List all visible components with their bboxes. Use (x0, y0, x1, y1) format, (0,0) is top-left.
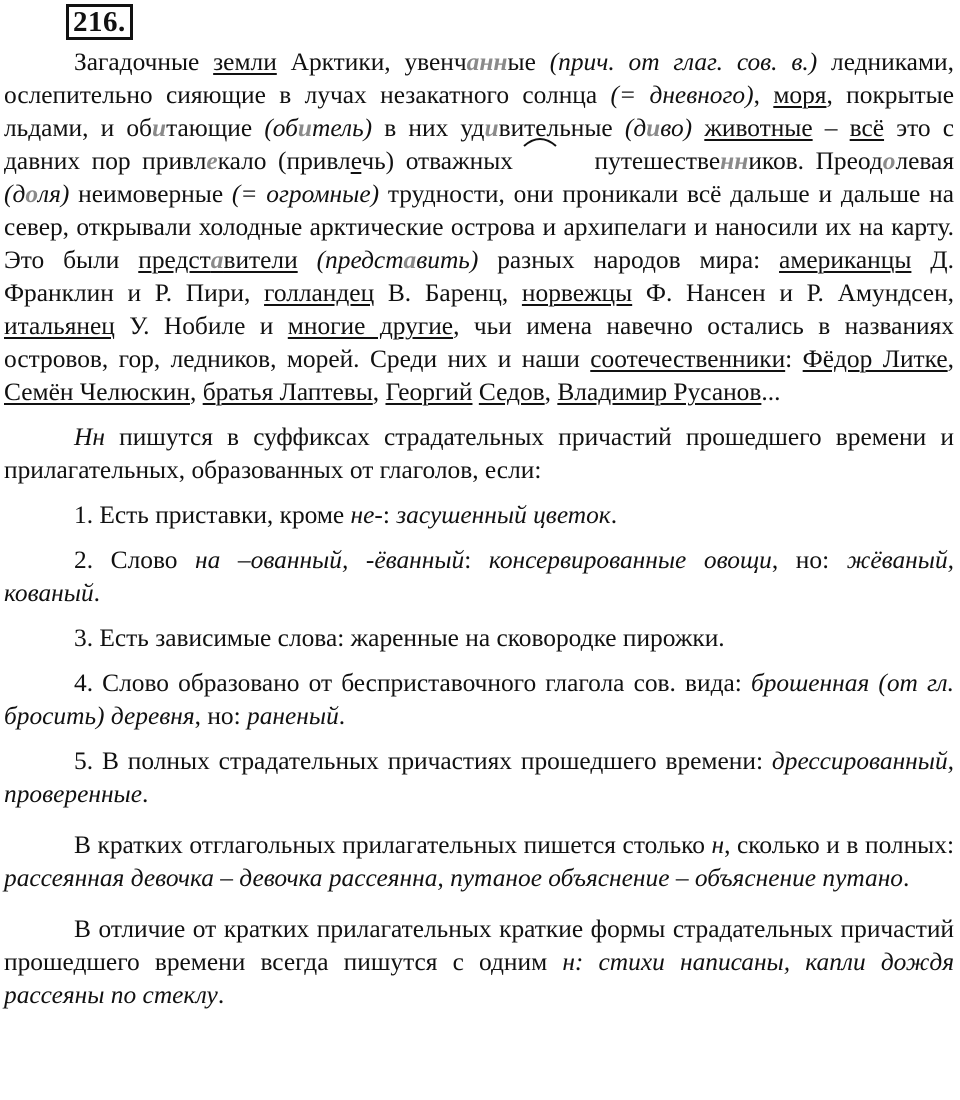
italic-note: (д (624, 114, 647, 142)
highlighted-letters: нн (720, 147, 749, 175)
text-fragment: тающие (166, 114, 265, 142)
text-fragment: в них уд (372, 114, 485, 142)
text-fragment: . (610, 501, 618, 529)
underlined-word: земли (213, 48, 277, 76)
underlined-word: итальянец (4, 312, 115, 340)
text-fragment: -: (374, 501, 397, 529)
text-fragment: это с давних пор привл (4, 114, 954, 175)
text-fragment: кало (привл (217, 147, 351, 175)
underlined-word: Седов (478, 378, 545, 406)
text-fragment: 1. Есть приставки, кроме (74, 501, 351, 529)
text-fragment: : (785, 345, 803, 373)
italic-term: н (711, 831, 725, 859)
text-fragment: , (189, 378, 203, 406)
rule-short-participles (4, 913, 954, 1012)
text-fragment: , (372, 378, 386, 406)
text-fragment: ледниками, ослепительно сияющие в лучах незакатного солнца (4, 48, 954, 109)
text-fragment: , но: (194, 702, 248, 730)
italic-note: тель) (312, 114, 373, 142)
rule-intro (4, 421, 954, 487)
text-fragment: , (947, 345, 954, 373)
italic-note: (прич. от глаг. сов. в.) (549, 48, 818, 76)
italic-example: раненый (247, 702, 339, 730)
text-fragment: . (903, 864, 910, 892)
text-fragment: 5. В полных страдательных причастиях прошедшего времени: (74, 747, 772, 775)
text-fragment: Д. (911, 246, 954, 274)
text-fragment: У. Нобиле и (114, 312, 288, 340)
text-fragment: . (93, 579, 100, 607)
text-fragment: . (142, 780, 149, 808)
highlighted-letters: а (403, 246, 417, 274)
underlined-word: животные (704, 114, 813, 142)
italic-example: жёваный, кованый (4, 546, 954, 607)
underlined-word: норвежцы (521, 279, 633, 307)
text-fragment: , но: (771, 546, 847, 574)
highlighted-letters: и (297, 114, 313, 142)
exercise-number: 216. (66, 4, 133, 40)
italic-example: рассеянная девочка – девочка рассеянна, путаное объяснение – объяснение путано (4, 864, 903, 892)
italic-note: (об (264, 114, 298, 142)
text-fragment: пишутся в суффиксах страдательных причастий прошедшего времени и прилагательных, образованных от глаголов, если: (4, 423, 954, 484)
italic-term: Нн (74, 423, 105, 451)
underlined-word: многие другие (287, 312, 454, 340)
highlighted-letters: о (882, 147, 896, 175)
text-fragment: , сколько и в полных: (724, 831, 954, 859)
rule-short-adjectives (4, 829, 954, 895)
text-fragment: , (544, 378, 558, 406)
exercise-paragraph (4, 46, 954, 409)
italic-term: не (350, 501, 375, 529)
text-fragment: неимоверные (69, 180, 232, 208)
italic-note: во) (660, 114, 693, 142)
text-fragment: трудности, они проникали всё дальше и дальше на север, открывали (4, 180, 954, 241)
text-fragment: были (63, 246, 139, 274)
text-fragment: 3. Есть зависимые слова: жаренные на сковородке пирожки. (74, 624, 725, 652)
text-fragment: предст (138, 246, 211, 274)
text-fragment: В. Баренц, (374, 279, 522, 307)
underlined-word: всё (849, 114, 885, 142)
text-fragment: . (338, 702, 346, 730)
text-fragment: Франклин и Р. Пири, (4, 279, 265, 307)
text-fragment: : (464, 546, 489, 574)
text-fragment: Арктики, увенч (276, 48, 467, 76)
highlighted-letters: и (484, 114, 499, 142)
italic-note: (предст (316, 246, 404, 274)
text-fragment (298, 246, 317, 274)
text-fragment: левая (895, 147, 954, 175)
italic-example: дрессированный, проверенные (4, 747, 954, 808)
text-fragment: 4. Слово образовано от бесприставочного глагола сов. вида: (74, 669, 751, 697)
text-fragment: , (753, 81, 760, 109)
text-fragment: ые (507, 48, 550, 76)
text-fragment: Загадочные (74, 48, 214, 76)
text-fragment: разных народов мира: (478, 246, 780, 274)
highlighted-letters: а (210, 246, 224, 274)
italic-note: (= огромные) (231, 180, 380, 208)
root-arc-mark (525, 145, 721, 178)
rule-item-3 (4, 622, 954, 655)
underlined-word: моря (773, 81, 827, 109)
text-fragment: В отличие от кратких прилагательных краткие формы страдательных причастий прошедшего времени всегда пишутся с одним (4, 915, 954, 976)
rule-item-5 (4, 745, 954, 811)
italic-term: на –ованный, -ёванный (195, 546, 465, 574)
italic-example: н: стихи написаны, капли дождя рассеяны по стеклу (4, 948, 954, 1009)
italic-example: брошенная (от гл. бросить) деревня (4, 669, 954, 730)
underlined-word: Фёдор Литке (802, 345, 948, 373)
highlighted-letters: о (25, 180, 39, 208)
text-fragment: ... (761, 378, 781, 406)
italic-note: (= дневного) (610, 81, 754, 109)
text-fragment: остались в названиях островов, гор, ледников, морей. Среди них и наши (4, 312, 955, 373)
text-fragment: вители (223, 246, 298, 274)
exercise-text (4, 46, 954, 409)
text-fragment: – (812, 114, 850, 142)
underlined-word: Владимир Русанов (557, 378, 762, 406)
highlighted-letters: и (646, 114, 661, 142)
root-arc-icon (523, 135, 557, 147)
text-fragment: . (217, 981, 225, 1009)
rule-item-1 (4, 499, 954, 532)
highlighted-letters: е (206, 147, 218, 175)
italic-note: вить) (416, 246, 479, 274)
rule-item-2 (4, 544, 954, 610)
text-fragment: 2. Слово (74, 546, 196, 574)
text-fragment: , покрытые льдами, и об (4, 81, 954, 142)
text-fragment: путешестве (594, 147, 721, 175)
underlined-word: Семён Челюскин (4, 378, 190, 406)
italic-note: ля) (38, 180, 70, 208)
underlined-letter: е (350, 147, 362, 175)
rules-section (4, 421, 954, 1012)
text-fragment: , чьи имена навечно (453, 312, 693, 340)
text-fragment: Ф. Нансен и Р. (632, 279, 824, 307)
underlined-word: американцы (779, 246, 912, 274)
text-fragment: Амундсен, (837, 279, 955, 307)
italic-example: консервированные овощи (488, 546, 772, 574)
underlined-word: соотечественники (590, 345, 786, 373)
text-fragment: В кратких отглагольных прилагательных пишется столько (74, 831, 712, 859)
highlighted-letters: и (151, 114, 167, 142)
text-fragment: вительные (498, 114, 625, 142)
underlined-word: Георгий (385, 378, 473, 406)
italic-example: засушенный цветок (396, 501, 611, 529)
italic-note: (д (4, 180, 26, 208)
text-fragment: холодные арктические острова и архипелаги и наносили их на карту. Это (4, 213, 954, 274)
underlined-word: голландец (264, 279, 375, 307)
text-fragment: иков. Преод (748, 147, 883, 175)
underlined-word (138, 246, 297, 274)
underlined-word: братья Лаптевы (202, 378, 373, 406)
text-fragment: чь) отважных (361, 147, 513, 175)
rule-item-4 (4, 667, 954, 733)
highlighted-letters: анн (466, 48, 508, 76)
